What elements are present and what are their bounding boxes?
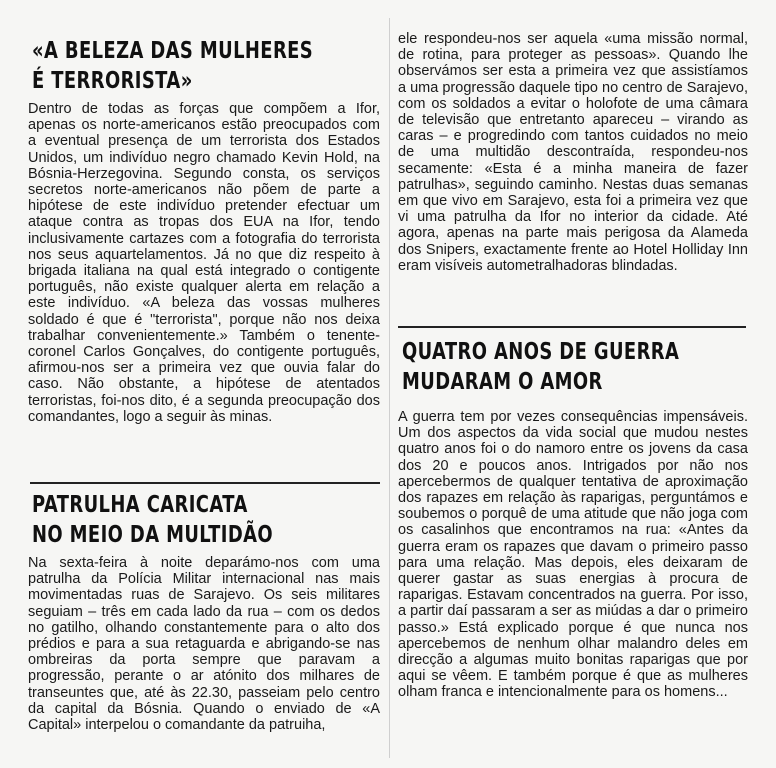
article1-headline <box>32 36 392 96</box>
article2-body-left: Na sexta-feira à noite deparámo-nos com uma patrulha da Polícia Militar internacional nas mais movimentadas ruas de Sarajevo. Os seis militares seguiam – três em cada lado da rua – com os dedos no gatilho, olhando constantemente para o alto dos prédios e para a sua retaguarda e abrigando-se nas ombreiras da porta sempre que paravam a progressão, perante o ar atónito dos milhares de transeuntes que, até às 22.30, passeiam pelo centro da capital da Bósnia. Quando o enviado de «A Capital» interpelou o comandante da patruiha, <box>28 555 380 734</box>
article-divider <box>30 482 380 484</box>
article-divider <box>398 326 746 328</box>
article2-headline-line1: PATRULHA CARICATA <box>32 492 248 518</box>
article3-headline-line2: MUDARAM O AMOR <box>402 369 603 395</box>
article3-headline-line1: QUATRO ANOS DE GUERRA <box>402 339 680 365</box>
article1-headline-line1: «A BELEZA DAS MULHERES <box>32 38 314 64</box>
article3-body: A guerra tem por vezes consequências impensáveis. Um dos aspectos da vida social que mudou nestes quatro anos foi o do namoro entre os jovens da casa dos 20 e poucos anos. Intrigados por não nos apercebermos de qualquer tentativa de aproximação dos rapazes em relação às raparigas, perguntámos e soubemos o porquê de uma atitude que não joga com os casalinhos que encontramos na rua: «Antes da guerra eram os rapazes que davam o primeiro passo para uma relação. Mas depois, eles deixaram de querer gastar as suas energias à procura de raparigas. Estavam concentrados na guerra. Por isso, a partir daí passaram a ser as miúdas a dar o primeiro passo.» Está explicado porque é que nunca nos apercebemos de nenhum olhar malandro deles em direcção a algumas muito bonitas raparigas que por aqui se vêem. E também porque é que as mulheres olham franca e intencionalmente para os homens... <box>398 409 748 701</box>
article2-body-right: ele respondeu-nos ser aquela «uma missão normal, de rotina, para proteger as pessoas». Quando lhe observámos ser esta a primeira vez que assistíamos a uma progressão daquele tipo no centro de Sarajevo, com os soldados a evitar o holofote de uma câmara de televisão que entretanto apareceu – virando as caras – e progredindo com tantos cuidados no meio de uma multidão descontraída, respondeu-nos secamente: «Esta é a minha maneira de fazer patrulhas», seguindo caminho. Nestas duas semanas em que vivo em Sarajevo, esta foi a primeira vez que vi uma patrulha da Ifor no interior da cidade. Até agora, apenas na parte mais perigosa da Alameda dos Snipers, exactamente frente ao Hotel Holliday Inn eram visíveis autometralhadoras blindadas. <box>398 31 748 274</box>
article1-headline-line2: É TERRORISTA» <box>32 68 193 94</box>
article2-headline-line2: NO MEIO DA MULTIDÃO <box>32 522 274 548</box>
column-gutter <box>389 18 390 758</box>
article1-body: Dentro de todas as forças que compõem a Ifor, apenas os norte-americanos estão preocupados com a eventual presença de um terrorista dos Estados Unidos, um indivíduo negro chamado Kevin Hold, na Bósnia-Herzegovina. Segundo consta, os serviços secretos norte-americanos não põem de parte a hipótese de este indivíduo pretender efectuar um ataque contra as tropas dos EUA na Ifor, tendo inclusivamente cartazes com a fotografia do terrorista nos seus aquartelamentos. Já no que diz respeito à brigada italiana na qual está integrado o contigente português, não existe qualquer alerta em relação a este indivíduo. «A beleza das vossas mulheres soldado é que é "terrorista", porque não nos deixa trabalhar convenientemente.» Também o tenente-coronel Carlos Gonçalves, do contigente português, afirmou-nos ser a primeira vez que ouvia falar do caso. Não obstante, a hipótese de atentados terroristas, foi-nos dito, é a segunda preocupação dos comandantes, logo a seguir às minas. <box>28 101 380 425</box>
article2-headline <box>32 490 341 550</box>
article3-headline <box>402 337 757 397</box>
